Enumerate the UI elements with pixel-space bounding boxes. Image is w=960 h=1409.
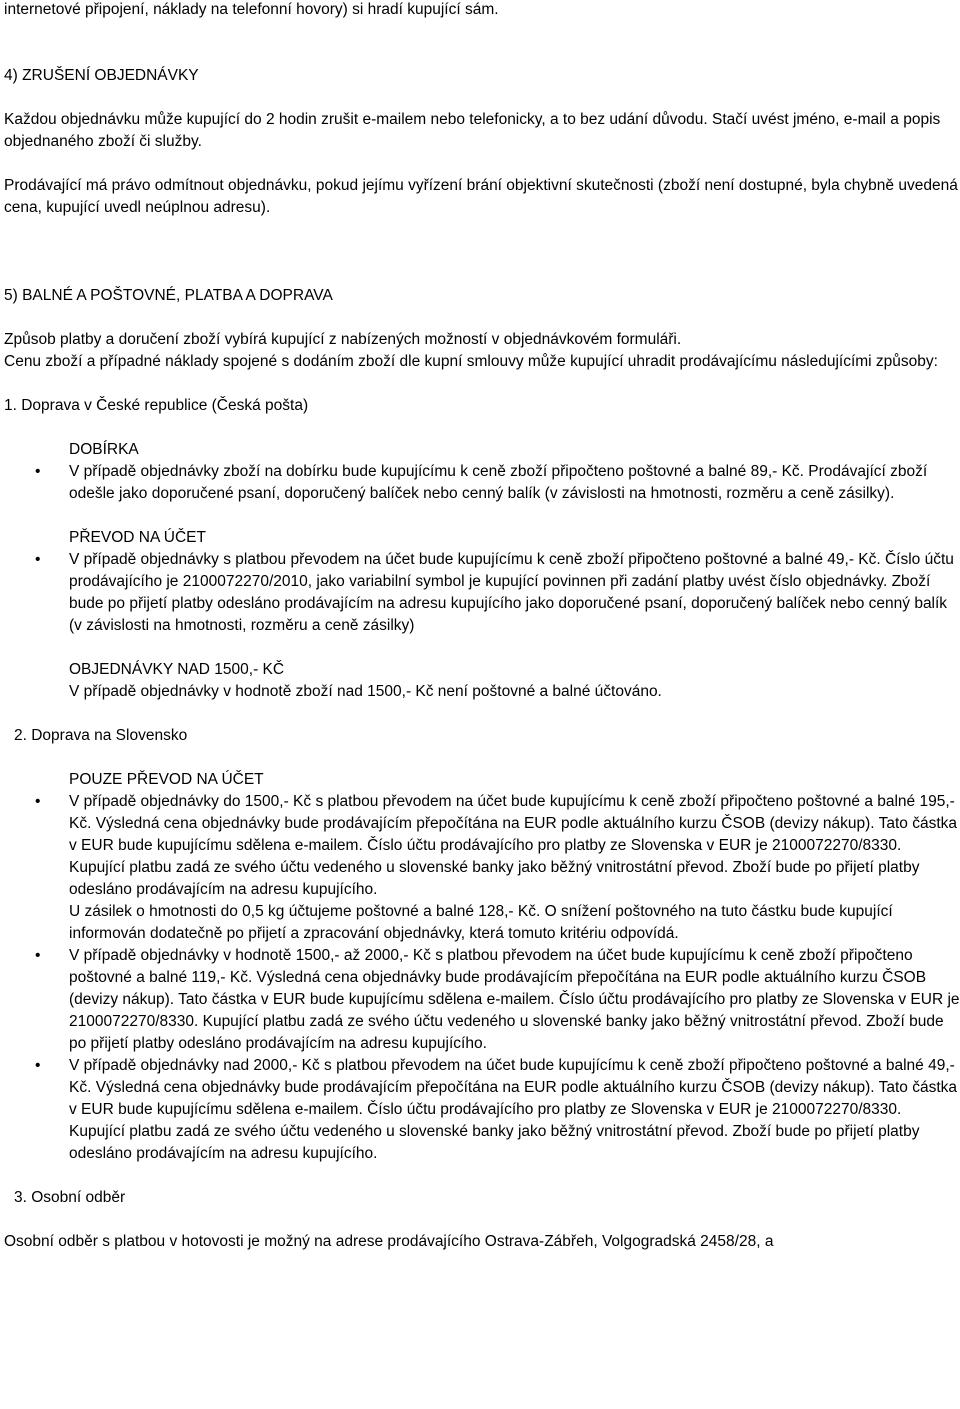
sk-item-2-text: V případě objednávky v hodnotě 1500,- až 2000,- Kč s platbou převodem na účet bude kupujícímu k ceně zboží připočteno poštovné a balné 119,- Kč. Výsledná cena objednávky bude prodávajícím přepočítána na EUR podle aktuálního kurzu ČSOB (devizy nákup). Tato částka v EUR bude kupujícímu sdělena e-mailem. Číslo účtu prodávajícího pro platby ze Slovenska v EUR je 2100072270/8330. Kupující platbu zadá ze svého účtu vedeného u slovenské banky jako běžný vnitrostátní převod. Zboží bude po přijetí platby odesláno prodávajícím na adresu kupujícího. xyxy=(69,947,960,1052)
bullet-icon: • xyxy=(35,947,41,964)
dobirka-title: DOBÍRKA xyxy=(69,441,139,458)
section-5-heading: 5) BALNÉ A POŠTOVNÉ, PLATBA A DOPRAVA xyxy=(4,287,333,304)
sk-delivery-heading: 2. Doprava na Slovensko xyxy=(14,727,188,744)
prevod-text: V případě objednávky s platbou převodem na účet bude kupujícímu k ceně zboží připočteno poštovné a balné 49,- Kč. Číslo účtu prodávajícího je 2100072270/2010, jako variabilní symbol je kupující povinnen při zadání platby uvést číslo objednávky. Zboží bude po přijetí platby odesláno prodávajícím na adresu kupujícího jako doporučené psaní, doporučený balíček nebo cenný balík (v závislosti na hmotnosti, rozměru a ceně zásilky) xyxy=(69,551,954,634)
section-5-intro-1: Způsob platby a doručení zboží vybírá kupující z nabízených možností v objednávkovém formuláři. xyxy=(4,331,682,348)
nad-1500-title: OBJEDNÁVKY NAD 1500,- KČ xyxy=(69,661,285,678)
bullet-icon: • xyxy=(35,551,41,568)
cz-delivery-heading: 1. Doprava v České republice (Česká pošta) xyxy=(4,397,309,414)
sk-title: POUZE PŘEVOD NA ÚČET xyxy=(69,771,264,788)
bullet-icon: • xyxy=(35,793,41,810)
document-page xyxy=(4,0,960,1253)
section-4-paragraph-2: Prodávající má právo odmítnout objednávku, pokud jejímu vyřízení brání objektivní skutečnosti (zboží není dostupné, byla chybně uvedená cena, kupující uvedl neúplnou adresu). xyxy=(4,177,958,216)
bullet-icon: • xyxy=(35,463,41,480)
prevod-title: PŘEVOD NA ÚČET xyxy=(69,529,206,546)
osobni-odber-heading: 3. Osobní odběr xyxy=(14,1189,126,1206)
sk-list-item-2 xyxy=(4,945,960,1055)
top-line-text: internetové připojení, náklady na telefonní hovory) si hradí kupující sám. xyxy=(4,1,499,18)
dobirka-list-item xyxy=(4,461,960,505)
section-4-heading: 4) ZRUŠENÍ OBJEDNÁVKY xyxy=(4,67,199,84)
sk-item-1-text: V případě objednávky do 1500,- Kč s platbou převodem na účet bude kupujícímu k ceně zboží připočteno poštovné a balné 195,- Kč. Výsledná cena objednávky bude prodávajícím přepočítána na EUR podle aktuálního kurzu ČSOB (devizy nákup). Tato částka v EUR bude kupujícímu sdělena e-mailem. Číslo účtu prodávajícího pro platby ze Slovenska v EUR je 2100072270/8330. Kupující platbu zadá ze svého účtu vedeného u slovenské banky jako běžný vnitrostátní převod. Zboží bude po přijetí platby odesláno prodávajícím na adresu kupujícího. xyxy=(69,793,958,898)
prevod-list-item xyxy=(4,549,960,637)
bullet-icon: • xyxy=(35,1057,41,1074)
section-5-intro-2: Cenu zboží a případné náklady spojené s dodáním zboží dle kupní smlouvy může kupující uhradit prodávajícímu následujícími způsoby: xyxy=(4,353,938,370)
osobni-odber-text: Osobní odběr s platbou v hotovosti je možný na adrese prodávajícího Ostrava-Zábřeh, Volgogradská 2458/28, a xyxy=(4,1233,774,1250)
sk-list-item-1 xyxy=(4,791,960,901)
section-4-paragraph-1: Každou objednávku může kupující do 2 hodin zrušit e-mailem nebo telefonicky, a to bez udání důvodu. Stačí uvést jméno, e-mail a popis objednaného zboží či služby. xyxy=(4,111,941,150)
sk-item-3-text: V případě objednávky nad 2000,- Kč s platbou převodem na účet bude kupujícímu k ceně zboží připočteno poštovné a balné 49,- Kč. Výsledná cena objednávky bude prodávajícím přepočítána na EUR podle aktuálního kurzu ČSOB (devizy nákup). Tato částka v EUR bude kupujícímu sdělena e-mailem. Číslo účtu prodávajícího pro platby ze Slovenska v EUR je 2100072270/8330. Kupující platbu zadá ze svého účtu vedeného u slovenské banky jako běžný vnitrostátní převod. Zboží bude po přijetí platby odesláno prodávajícím na adresu kupujícího. xyxy=(69,1057,958,1162)
dobirka-text: V případě objednávky zboží na dobírku bude kupujícímu k ceně zboží připočteno poštovné a balné 89,- Kč. Prodávající zboží odešle jako doporučené psaní, doporučený balíček nebo cenný balík (v závislosti na hmotnosti, rozměru a ceně zásilky). xyxy=(69,463,928,502)
sk-note-text: U zásilek o hmotnosti do 0,5 kg účtujeme poštovné a balné 128,- Kč. O snížení poštovného na tuto částku bude kupující informován dodatečně po přijetí a zpracování objednávky, která tomuto kritériu odpovídá. xyxy=(69,903,893,942)
nad-1500-text: V případě objednávky v hodnotě zboží nad 1500,- Kč není poštovné a balné účtováno. xyxy=(69,683,662,700)
sk-list-item-3 xyxy=(4,1055,960,1165)
